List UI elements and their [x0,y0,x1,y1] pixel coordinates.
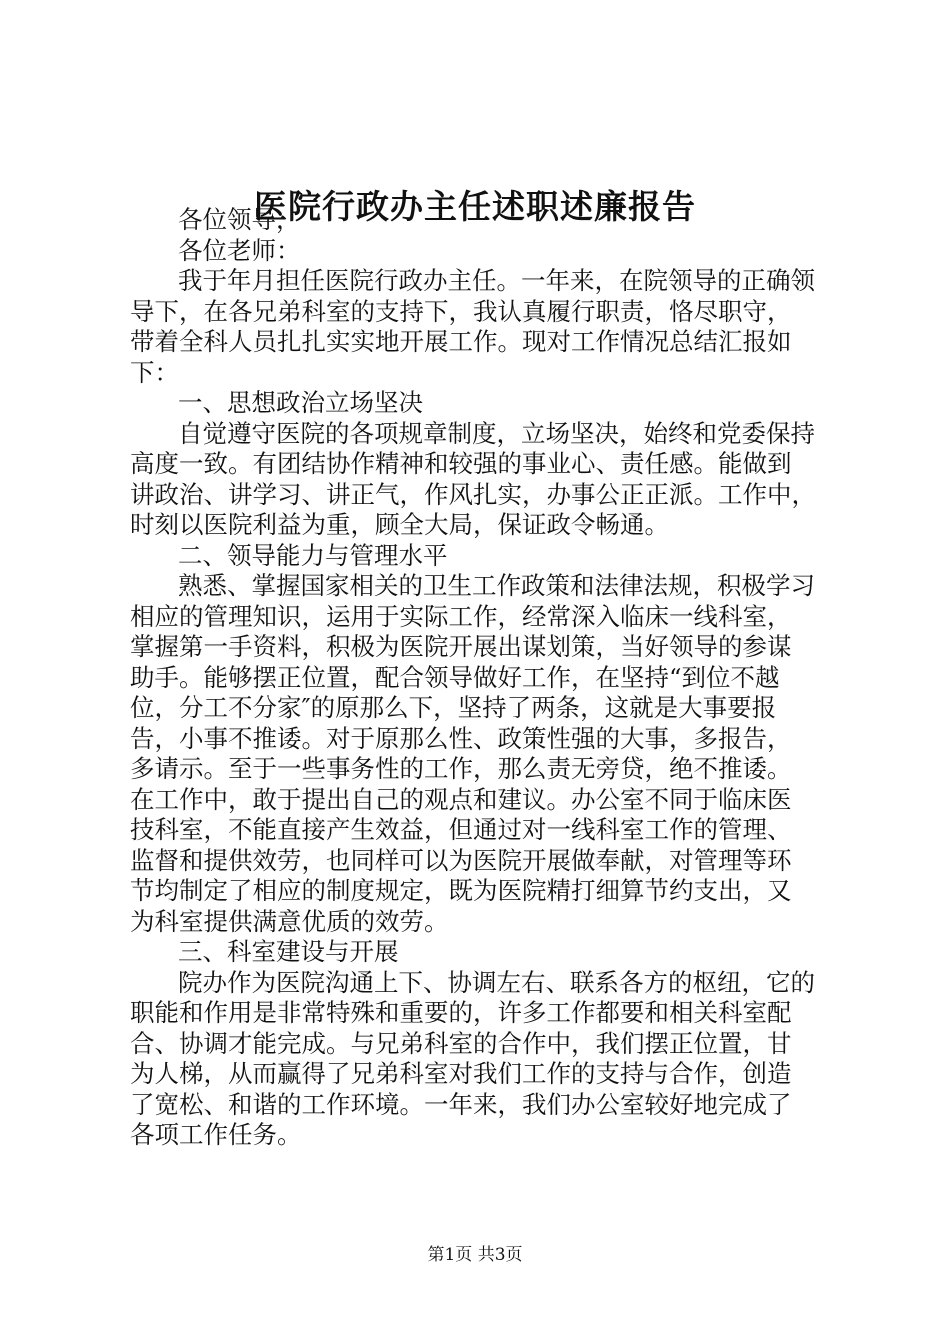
text-line: 一、思想政治立场坚决 [178,388,423,417]
text-line: 导下，在各兄弟科室的支持下，我认真履行职责，恪尽职守， [130,296,792,326]
text-line: 院办作为医院沟通上下、协调左右、联系各方的枢纽，它的 [178,967,815,997]
text-line: 各位领导， [178,205,301,234]
text-line: 相应的管理知识，运用于实际工作，经常深入临床一线科室， [130,601,792,631]
text-line: 三、科室建设与开展 [178,937,399,966]
text-line: 各位老师： [178,235,301,265]
text-line: 技科室，不能直接产生效益，但通过对一线科室工作的管理、 [130,815,792,844]
text-line: 监督和提供效劳，也同样可以为医院开展做奉献，对管理等环 [130,845,792,875]
page-footer: 第1页 共3页 [427,1245,523,1265]
text-line: 各项工作任务。 [130,1120,302,1149]
text-line: 高度一致。有团结协作精神和较强的事业心、责任感。能做到 [130,449,792,478]
text-line: 二、领导能力与管理水平 [178,540,448,570]
text-line: 多请示。至于一些事务性的工作，那么责无旁贷，绝不推诿。 [130,754,792,783]
text-line: 节均制定了相应的制度规定，既为医院精打细算节约支出，又 [130,876,792,905]
text-line: 带着全科人员扎扎实实地开展工作。现对工作情况总结汇报如 [130,327,792,356]
text-line: 告，小事不推诿。对于原那么性、政策性强的大事，多报告， [130,723,792,753]
text-line: 讲政治、讲学习、讲正气，作风扎实，办事公正正派。工作中， [130,479,816,509]
document-body [130,205,830,1151]
text-line: 了宽松、和谐的工作环境。一年来，我们办公室较好地完成了 [130,1089,792,1119]
text-line: 合、协调才能完成。与兄弟科室的合作中，我们摆正位置，甘 [130,1028,792,1058]
text-line: 助手。能够摆正位置，配合领导做好工作，在坚持“到位不越 [130,662,780,692]
page-title: 医院行政办主任述职述廉报告 [254,187,696,226]
text-line: 熟悉、掌握国家相关的卫生工作政策和法律法规，积极学习 [178,571,815,600]
text-line: 掌握第一手资料，积极为医院开展出谋划策，当好领导的参谋 [130,632,792,661]
text-line: 职能和作用是非常特殊和重要的，许多工作都要和相关科室配 [130,998,792,1027]
text-line: 自觉遵守医院的各项规章制度，立场坚决，始终和党委保持 [178,418,815,448]
text-line: 为人梯，从而赢得了兄弟科室对我们工作的支持与合作，创造 [130,1059,792,1088]
text-line: 位，分工不分家″的原那么下，坚持了两条，这就是大事要报 [130,693,777,722]
text-line: 我于年月担任医院行政办主任。一年来，在院领导的正确领 [178,266,815,295]
text-line: 时刻以医院利益为重，顾全大局，保证政令畅通。 [130,510,669,539]
text-line: 在工作中，敢于提出自己的观点和建议。办公室不同于临床医 [130,784,792,814]
text-line: 下： [130,357,179,387]
text-line: 为科室提供满意优质的效劳。 [130,906,449,936]
